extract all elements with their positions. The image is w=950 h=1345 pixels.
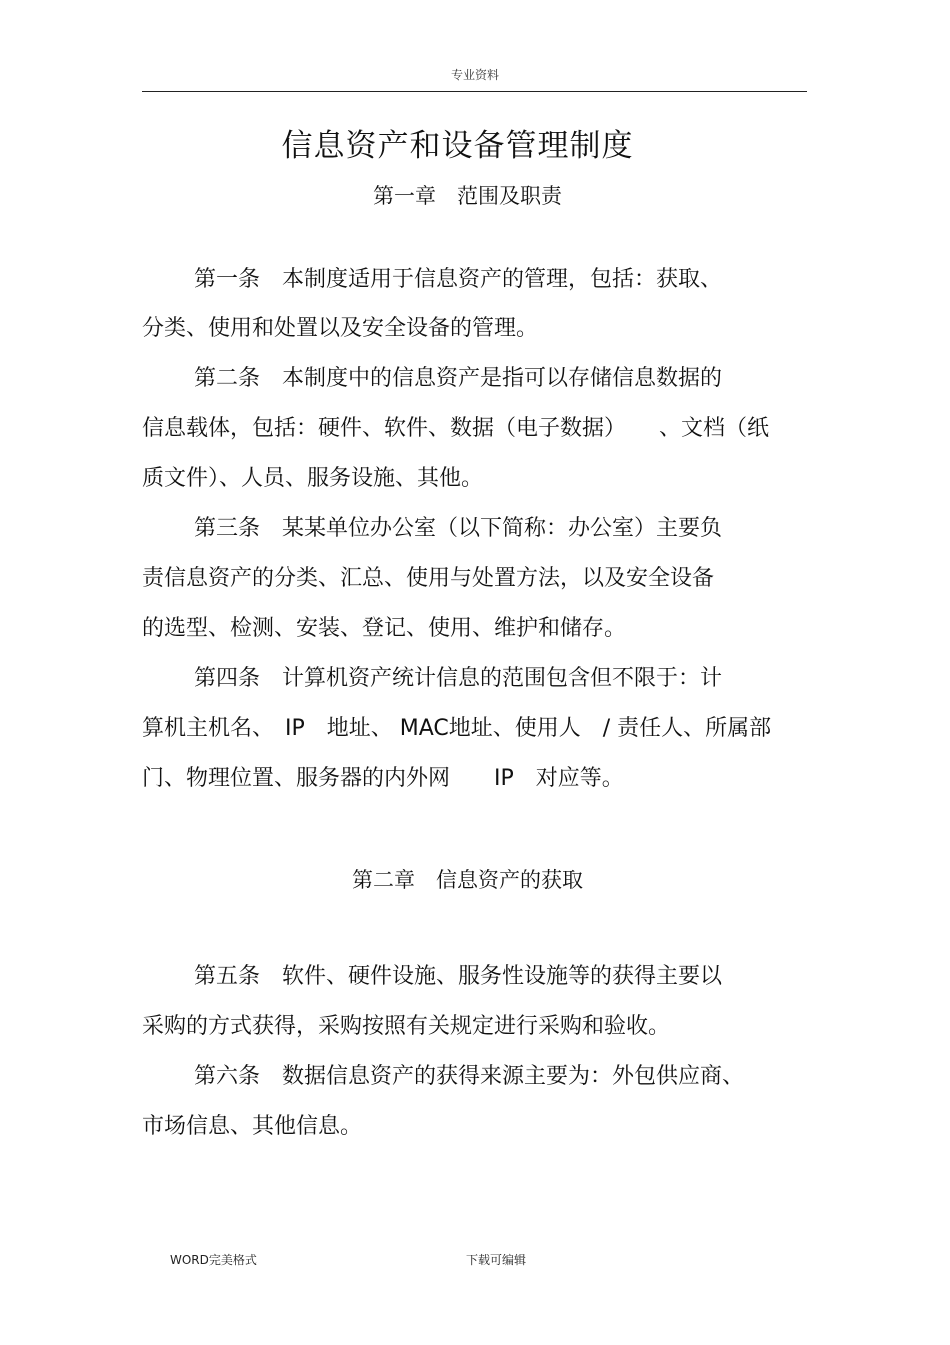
paragraph-line: 采购的方式获得，采购按照有关规定进行采购和验收。 [142, 1014, 671, 1039]
document-title: 信息资产和设备管理制度 [281, 128, 634, 164]
footer-right-text: 下载可编辑 [466, 1253, 527, 1267]
footer-left-text: WORD完美格式 [170, 1253, 257, 1267]
page-header-text: 专业资料 [450, 68, 499, 82]
paragraph-line: 质文件）、人员、服务设施、其他。 [142, 466, 484, 491]
paragraph-line: 第五条 软件、硬件设施、服务性设施等的获得主要以 [194, 964, 723, 989]
chapter-1-heading: 第一章 范围及职责 [373, 184, 562, 208]
chapter-2-heading: 第二章 信息资产的获取 [352, 868, 583, 892]
paragraph-line: 分类、使用和处置以及安全设备的管理。 [142, 316, 539, 341]
paragraph-line: 责信息资产的分类、汇总、使用与处置方法，以及安全设备 [142, 566, 715, 591]
header-rule [142, 91, 807, 92]
paragraph-line: 第三条 某某单位办公室（以下简称：办公室）主要负 [194, 516, 723, 541]
paragraph-line: 算机主机名、 IP 地址、 MAC地址、使用人 / 责任人、所属部 [142, 716, 772, 741]
paragraph-line: 第二条 本制度中的信息资产是指可以存储信息数据的 [194, 366, 723, 391]
paragraph-line: 门、物理位置、服务器的内外网 IP 对应等。 [142, 766, 624, 791]
paragraph-line: 的选型、检测、安装、登记、使用、维护和储存。 [142, 616, 627, 641]
paragraph-line: 信息载体，包括：硬件、软件、数据（电子数据） 、文档（纸 [142, 416, 770, 441]
paragraph-line: 第六条 数据信息资产的获得来源主要为：外包供应商、 [194, 1064, 745, 1089]
paragraph-line: 市场信息、其他信息。 [142, 1114, 363, 1139]
paragraph-line: 第四条 计算机资产统计信息的范围包含但不限于：计 [194, 666, 723, 691]
paragraph-line: 第一条 本制度适用于信息资产的管理，包括：获取、 [194, 267, 723, 292]
